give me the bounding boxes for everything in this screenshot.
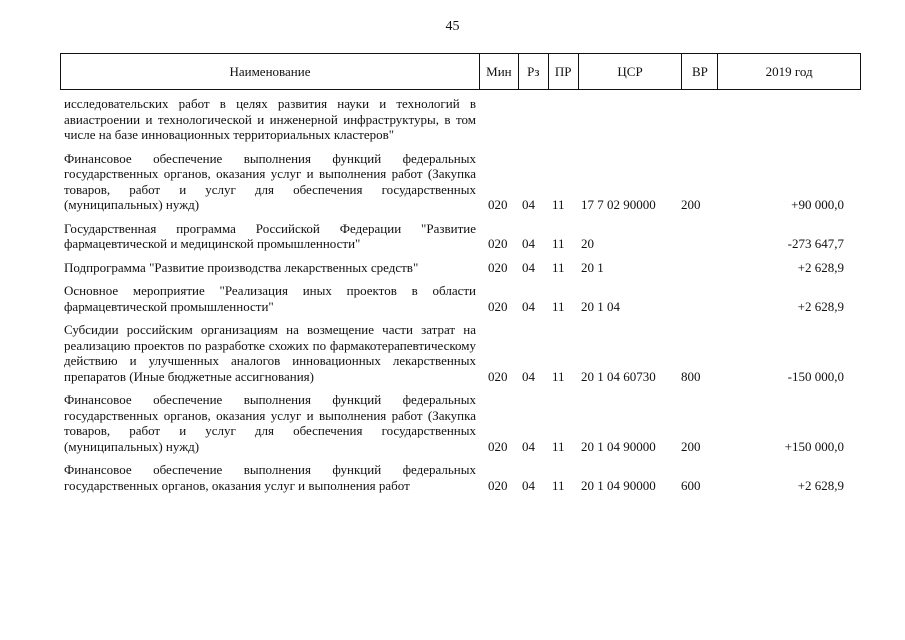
- row-vr: 200: [681, 438, 701, 454]
- column-header-rz: Рз: [518, 54, 548, 89]
- row-csr: 20 1: [581, 259, 604, 275]
- column-header-csr: ЦСР: [578, 54, 682, 89]
- row-rz: 04: [522, 368, 535, 384]
- row-amount: +2 628,9: [797, 298, 844, 314]
- row-min: 020: [488, 236, 508, 251]
- row-name: исследовательских работ в целях развития науки и технологий в авиастроении и технологической и инженерной инфраструктуры, в том числе на базе инновационных территориальных кластеров": [64, 96, 476, 142]
- row-pr: 11: [552, 368, 565, 384]
- row-rz: 04: [522, 298, 535, 314]
- table-row: [0, 283, 905, 314]
- table-row: [0, 392, 905, 454]
- column-header-min: Мин: [479, 54, 518, 89]
- row-rz: 04: [522, 438, 535, 454]
- row-min: 020: [488, 477, 508, 493]
- table-row: [0, 221, 905, 252]
- row-csr: 20 1 04 60730: [581, 368, 656, 384]
- row-pr: 11: [552, 298, 565, 314]
- row-min: 020: [488, 298, 508, 314]
- row-min: 020: [488, 368, 508, 384]
- table-body: [0, 96, 905, 501]
- row-pr: 11: [552, 259, 565, 275]
- table-row: [0, 151, 905, 213]
- row-name: Государственная программа Российской Федерации "Развитие фармацевтической и медицинской промышленности": [64, 220, 476, 251]
- row-amount: -150 000,0: [787, 368, 844, 384]
- page-number: 45: [445, 19, 460, 34]
- row-pr: 11: [552, 477, 565, 493]
- row-rz: 04: [522, 259, 535, 275]
- row-min: 020: [488, 438, 508, 454]
- row-name: Финансовое обеспечение выполнения функций федеральных государственных органов, оказания услуг и выполнения работ: [64, 462, 476, 493]
- row-rz: 04: [522, 477, 535, 493]
- row-rz: 04: [522, 197, 535, 212]
- row-amount: -273 647,7: [787, 236, 844, 251]
- row-min: 020: [488, 259, 508, 275]
- row-csr: 20: [581, 236, 594, 251]
- column-header-vr: ВР: [681, 54, 717, 89]
- row-min: 020: [488, 197, 508, 212]
- row-amount: +2 628,9: [797, 259, 844, 275]
- row-csr: 17 7 02 90000: [581, 197, 656, 212]
- row-name: Финансовое обеспечение выполнения функций федеральных государственных органов, оказания услуг и выполнения работ (Закупка товаров, работ и услуг для обеспечения государственных (муниципальных) нужд): [64, 150, 476, 212]
- table-row: [0, 462, 905, 493]
- table-row: [0, 96, 905, 143]
- row-amount: +90 000,0: [791, 197, 844, 212]
- row-pr: 11: [552, 236, 565, 251]
- row-pr: 11: [552, 438, 565, 454]
- row-name: Подпрограмма "Развитие производства лекарственных средств": [64, 259, 419, 275]
- row-csr: 20 1 04 90000: [581, 477, 656, 493]
- table-row: [0, 322, 905, 384]
- row-name: Субсидии российским организациям на возмещение части затрат на реализацию проектов по разработке схожих по фармакотерапевтическому действию и улучшенных аналогов инновационных лекарственных препаратов (Иные бюджетные ассигнования): [64, 322, 476, 384]
- row-name: Основное мероприятие "Реализация иных проектов в области фармацевтической промышленности": [64, 283, 476, 314]
- table-header: [60, 53, 861, 90]
- column-header-name: Наименование: [229, 63, 311, 79]
- row-vr: 200: [681, 197, 701, 212]
- row-vr: 800: [681, 368, 701, 384]
- row-csr: 20 1 04 90000: [581, 438, 656, 454]
- row-rz: 04: [522, 236, 535, 251]
- row-name: Финансовое обеспечение выполнения функций федеральных государственных органов, оказания услуг и выполнения работ (Закупка товаров, работ и услуг для обеспечения государственных (муниципальных) нужд): [64, 392, 476, 454]
- row-pr: 11: [552, 197, 565, 212]
- row-csr: 20 1 04: [581, 298, 620, 314]
- row-vr: 600: [681, 477, 701, 493]
- column-header-year: 2019 год: [717, 54, 860, 89]
- row-amount: +150 000,0: [784, 438, 844, 454]
- column-header-pr: ПР: [548, 54, 578, 89]
- table-row: [0, 260, 905, 276]
- row-amount: +2 628,9: [797, 477, 844, 493]
